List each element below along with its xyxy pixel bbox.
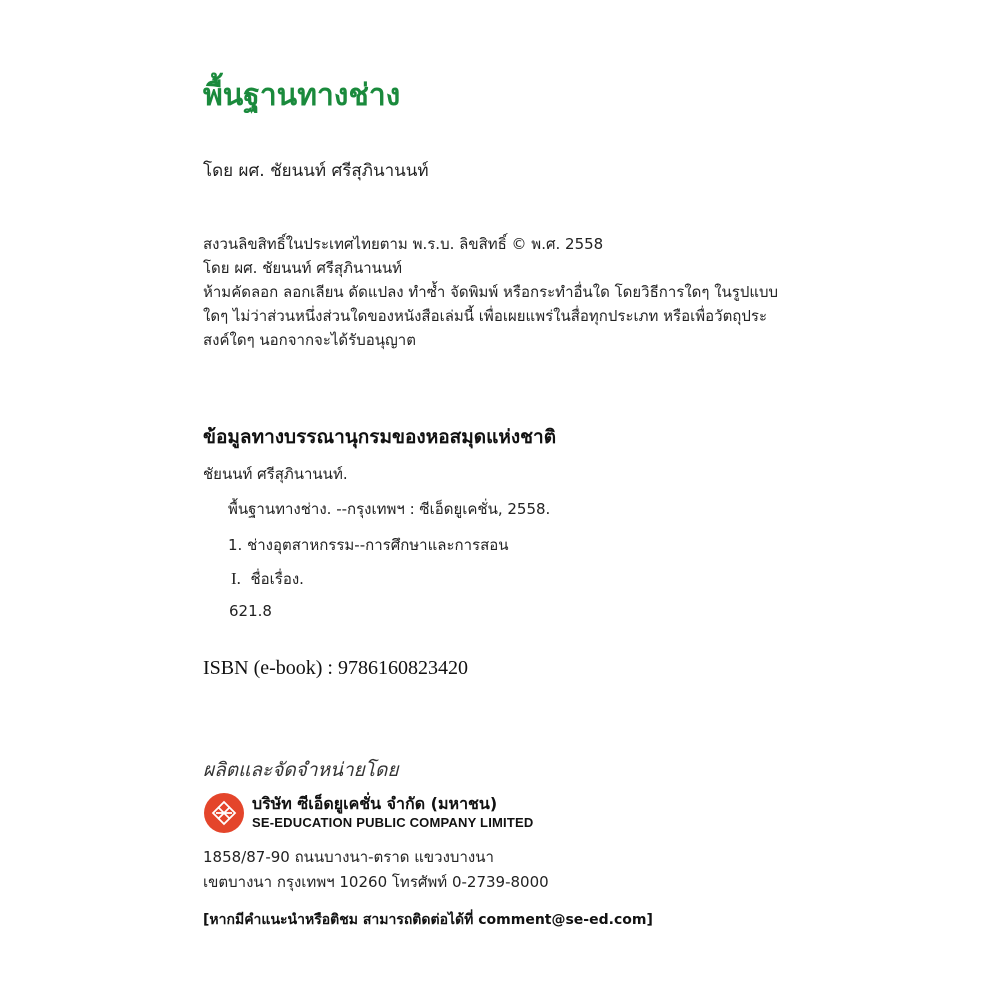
logo-mark	[204, 793, 244, 833]
copyright-line: ใดๆ ไม่ว่าส่วนหนึ่งส่วนใดของหนังสือเล่มนี้ เพื่อเผยแพร่ในสื่อทุกประเภท หรือเพื่อวัตถุประ	[203, 307, 768, 325]
cip-roman-numeral: I.	[231, 569, 241, 588]
cip-title-entry	[231, 567, 304, 591]
produced-by-label: ผลิตและจัดจำหน่ายโดย	[203, 759, 399, 781]
cip-author: ชัยนนท์ ศรีสุภินานนท์.	[203, 465, 348, 483]
contact-note: [หากมีคำแนะนำหรือติชม สามารถติดต่อได้ที่ comment@se-ed.com]	[203, 912, 653, 928]
copyright-line: สงค์ใดๆ นอกจากจะได้รับอนุญาต	[203, 331, 416, 349]
author-byline: โดย ผศ. ชัยนนท์ ศรีสุภินานนท์	[203, 161, 429, 181]
address-line-2: เขตบางนา กรุงเทพฯ 10260 โทรศัพท์ 0-2739-8000	[203, 873, 549, 891]
cip-classification: 621.8	[229, 602, 272, 620]
company-name-english: SE-EDUCATION PUBLIC COMPANY LIMITED	[252, 815, 534, 830]
copyright-notice	[203, 232, 778, 352]
copyright-line: ห้ามคัดลอก ลอกเลียน ดัดแปลง ทำซ้ำ จัดพิมพ์ หรือกระทำอื่นใด โดยวิธีการใดๆ ในรูปแบบ	[203, 283, 779, 301]
cip-heading: ข้อมูลทางบรรณานุกรมของหอสมุดแห่งชาติ	[203, 426, 557, 448]
cip-publication: พื้นฐานทางช่าง. --กรุงเทพฯ : ซีเอ็ดยูเคชั่น, 2558.	[228, 500, 551, 518]
isbn: ISBN (e-book) : 9786160823420	[203, 657, 468, 679]
company-name-thai: บริษัท ซีเอ็ดยูเคชั่น จำกัด (มหาชน)	[252, 794, 498, 813]
copyright-line: สงวนลิขสิทธิ์ในประเทศไทยตาม พ.ร.บ. ลิขสิทธิ์ © พ.ศ. 2558	[203, 235, 604, 253]
address-line-1: 1858/87-90 ถนนบางนา-ตราด แขวงบางนา	[203, 848, 494, 866]
cip-title-entry-text: ชื่อเรื่อง.	[250, 570, 304, 588]
se-ed-logo-icon	[204, 793, 244, 833]
cip-subject: 1. ช่างอุตสาหกรรม--การศึกษาและการสอน	[228, 536, 509, 554]
book-title: พื้นฐานทางช่าง	[203, 78, 401, 113]
copyright-line: โดย ผศ. ชัยนนท์ ศรีสุภินานนท์	[203, 259, 403, 277]
